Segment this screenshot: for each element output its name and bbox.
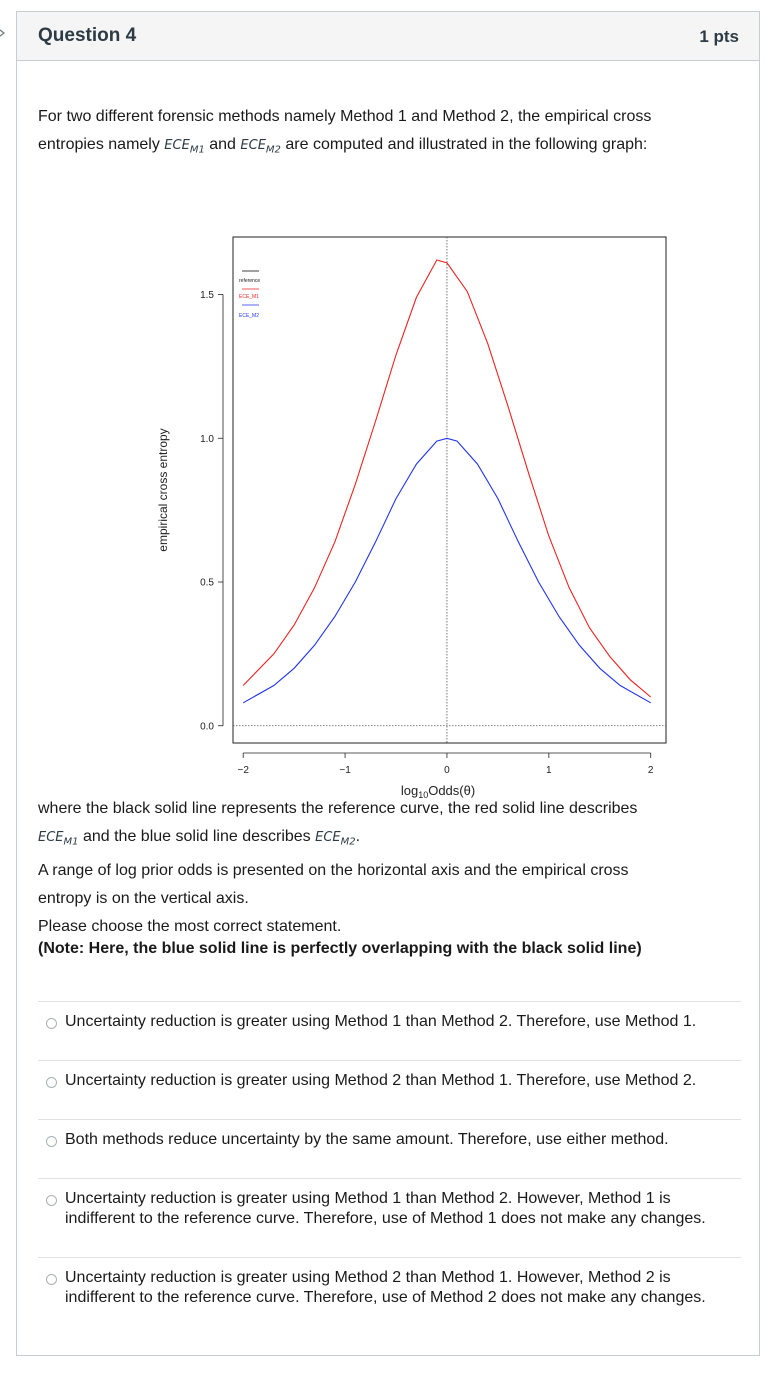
explanation-line-1: where the black solid line represents the reference curve, the red solid line describes — [38, 800, 638, 817]
y-axis — [200, 290, 223, 732]
explanation-line-4: entropy is on the vertical axis. — [38, 889, 249, 907]
x-axis-title-sub: 10 — [418, 790, 429, 800]
answer-label[interactable]: Uncertainty reduction is greater using Method 1 than Method 2. Therefore, use Method 1. — [65, 1013, 697, 1030]
intro-text — [38, 103, 738, 165]
math-ece-m1-base: ECE — [164, 138, 190, 153]
question-card — [16, 11, 760, 1356]
intro-line-1: For two different forensic methods namely Method 1 and Method 2, the empirical cross — [38, 108, 652, 125]
radio-button[interactable] — [46, 1077, 57, 1088]
legend-reference-label: reference — [239, 278, 261, 284]
x-tick-label: −1 — [339, 765, 351, 776]
math-ece-m2-sub: M2 — [265, 144, 281, 156]
x-axis — [237, 753, 653, 776]
answer-option[interactable] — [38, 1060, 741, 1119]
y-tick-label: 0.5 — [200, 577, 214, 589]
intro-line-2a: entropies namely — [38, 136, 165, 153]
explanation-line-3: A range of log prior odds is presented on the horizontal axis and the empirical cross — [38, 861, 629, 879]
y-tick-label: 1.5 — [200, 290, 214, 301]
intro-line-2b: and — [204, 136, 241, 153]
y-tick-label: 0.0 — [200, 721, 214, 733]
answer-label[interactable]: Uncertainty reduction is greater using Method 1 than Method 2. However, Method 1 is indifferent to the reference curve. Therefore, use of Method 1 does not make any changes. — [65, 1190, 706, 1227]
answer-label[interactable]: Uncertainty reduction is greater using Method 2 than Method 1. However, Method 2 is indifferent to the reference curve. Therefore, use of Method 2 does not make any changes. — [65, 1269, 706, 1306]
explanation-math-ece-m2 — [315, 830, 356, 848]
legend-m1-label: ECE_M1 — [239, 294, 260, 300]
radio-button[interactable] — [46, 1018, 57, 1029]
answer-option[interactable] — [38, 1257, 741, 1336]
x-tick-label: 0 — [444, 765, 450, 776]
question-header — [17, 12, 759, 61]
explanation-math-ece-m2-sub: M2 — [340, 836, 356, 848]
answer-option[interactable] — [38, 1119, 741, 1178]
explanation-line-5: Please choose the most correct statement. — [38, 917, 342, 935]
math-ece-m1-sub: M1 — [189, 144, 205, 156]
explanation-math-ece-m1 — [38, 830, 79, 848]
answer-label[interactable]: Uncertainty reduction is greater using Method 2 than Method 1. Therefore, use Method 2. — [65, 1072, 697, 1089]
x-tick-label: 1 — [546, 765, 552, 776]
intro-line-2c: are computed and illustrated in the following graph: — [280, 136, 648, 153]
explanation-text — [38, 795, 738, 941]
radio-button[interactable] — [46, 1195, 57, 1206]
x-tick-label: 2 — [647, 765, 654, 776]
explanation-line-2c: . — [355, 828, 361, 845]
question-points: 1 pts — [699, 27, 739, 46]
explanation-line-2b: and the blue solid line describes — [78, 828, 316, 845]
math-ece-m2 — [240, 138, 281, 156]
x-axis-title-base: log — [400, 783, 419, 798]
question-nav-chevron-icon — [0, 26, 8, 40]
answer-option[interactable] — [38, 1178, 741, 1257]
explanation-math-ece-m2-base: ECE — [315, 830, 341, 845]
plot-frame — [233, 237, 666, 743]
answer-label[interactable]: Both methods reduce uncertainty by the same amount. Therefore, use either method. — [65, 1131, 669, 1148]
question-title: Question 4 — [38, 25, 137, 46]
x-tick-label: −2 — [237, 765, 249, 776]
legend-m2-label: ECE_M2 — [239, 313, 260, 319]
radio-button[interactable] — [46, 1136, 57, 1147]
explanation-math-ece-m1-sub: M1 — [63, 836, 79, 848]
math-ece-m1 — [164, 138, 205, 156]
y-axis-title: empirical cross entropy — [156, 428, 170, 552]
math-ece-m2-base: ECE — [240, 138, 266, 153]
legend — [239, 271, 260, 319]
y-tick-label: 1.0 — [200, 433, 214, 445]
explanation-math-ece-m1-base: ECE — [38, 830, 64, 845]
x-axis-title-rest: Odds(θ) — [428, 783, 476, 798]
note-text: (Note: Here, the blue solid line is perfectly overlapping with the black solid line) — [38, 940, 642, 957]
answer-list — [38, 1001, 741, 1336]
radio-button[interactable] — [46, 1274, 57, 1285]
answer-option[interactable] — [38, 1001, 741, 1060]
